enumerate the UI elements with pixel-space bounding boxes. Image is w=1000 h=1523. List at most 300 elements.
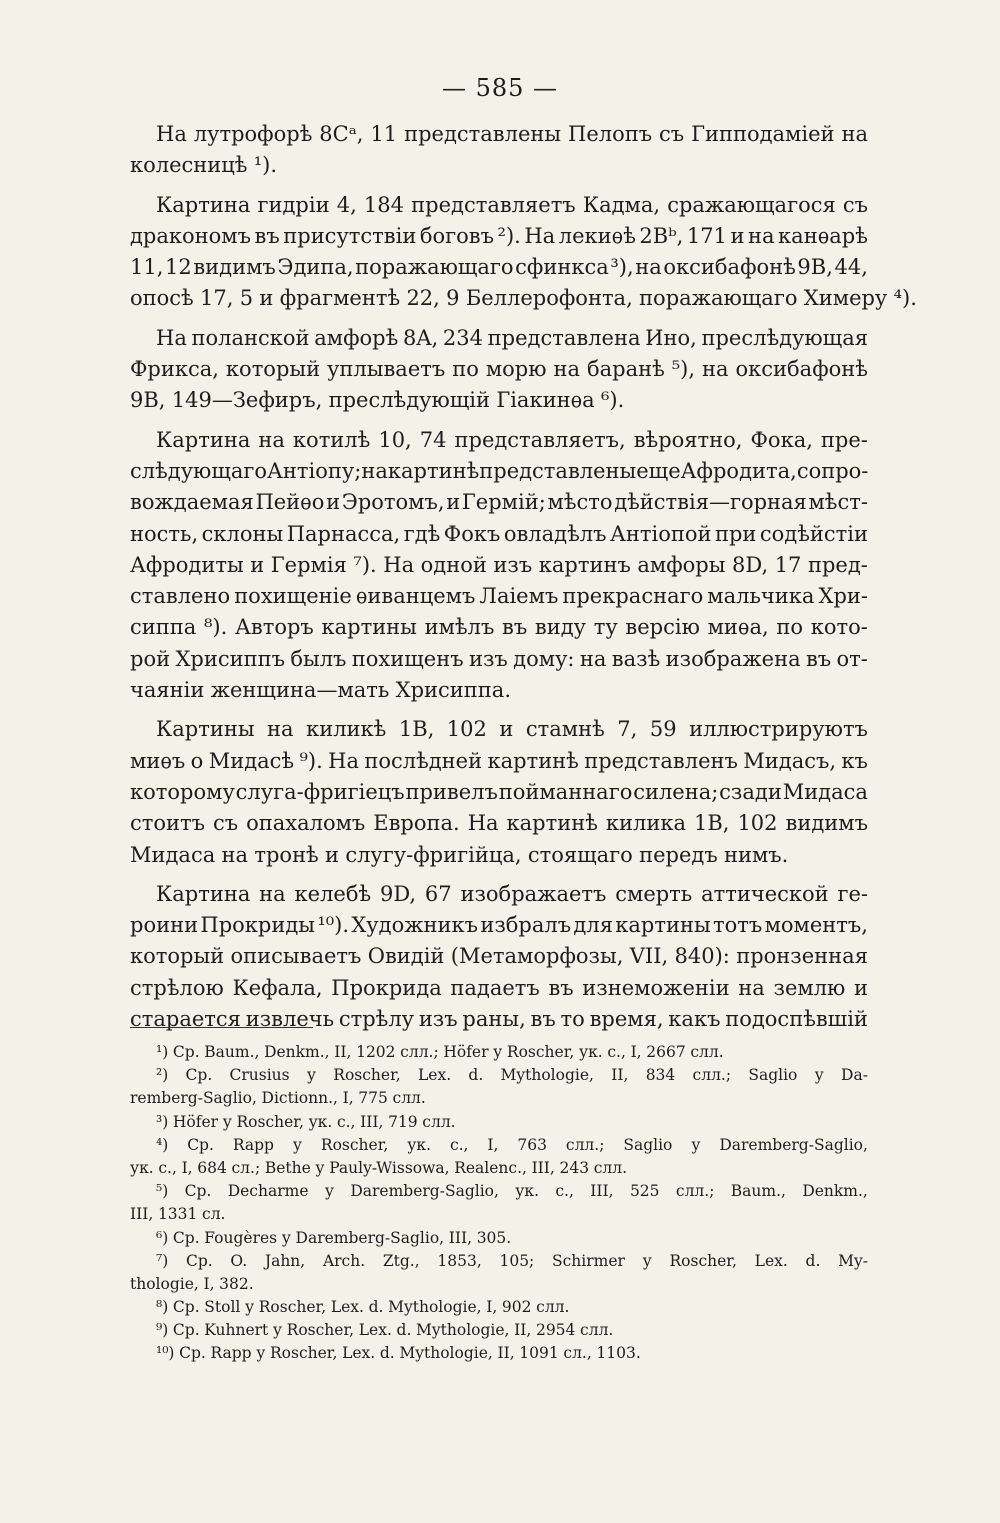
word: ⁶): [156, 1228, 169, 1247]
word: на: [267, 717, 294, 742]
word: Картина: [156, 192, 251, 217]
word: слл.: [422, 1112, 456, 1131]
word: Lex.: [417, 1066, 452, 1085]
word: 684: [197, 1158, 227, 1177]
word: ⁶).: [601, 388, 625, 413]
word: d.: [368, 1298, 384, 1317]
word: на: [258, 427, 285, 452]
word: Фока,: [750, 427, 813, 452]
word: ¹⁰): [156, 1344, 175, 1363]
word: ук.: [130, 1158, 154, 1177]
word: представлены: [404, 122, 562, 146]
word: пойманнаго: [498, 779, 633, 804]
word: Saglio: [748, 1066, 798, 1085]
word: (Метаморфозы,: [450, 944, 624, 969]
word: старается: [130, 1007, 241, 1032]
word: оксибафонѣ: [663, 255, 796, 280]
word: на: [221, 842, 249, 867]
word: Mythologie,: [388, 1298, 482, 1317]
word: чаяніи: [130, 678, 205, 703]
word: Ср.: [187, 1135, 214, 1154]
word: мальчика: [707, 584, 815, 609]
word: мѣсто: [547, 490, 613, 515]
text-line: [130, 749, 868, 780]
word: килика: [605, 811, 686, 836]
word: ук.: [308, 1112, 333, 1131]
word: извлечь: [245, 1007, 335, 1032]
word: на: [738, 975, 765, 1000]
word: 1202: [356, 1043, 396, 1061]
word: ²): [156, 1066, 169, 1085]
word: рой: [130, 646, 171, 671]
word: Беллерофонта,: [465, 286, 633, 311]
word: передъ: [639, 842, 718, 867]
word: 9D,: [379, 881, 417, 906]
word: у: [642, 1251, 652, 1270]
word: Хри-: [818, 584, 868, 609]
word: Ср.: [184, 1182, 212, 1201]
word: сл.;: [231, 1158, 261, 1177]
word: Гермій;: [461, 490, 546, 515]
word: на: [553, 357, 581, 382]
word: remberg-Saglio,: [130, 1089, 257, 1108]
word: стоящаго: [527, 842, 633, 867]
text-line: [130, 843, 868, 874]
word: 171: [686, 223, 727, 248]
word: Прокрида: [331, 975, 442, 1000]
word: Химеру: [803, 286, 888, 311]
word: описываетъ: [230, 944, 362, 969]
word: женщина—мать: [210, 678, 390, 703]
word: Mythologie,: [416, 1321, 510, 1340]
word: пред-: [807, 552, 868, 577]
text-line: [130, 357, 868, 388]
word: 149—Зефиръ,: [171, 388, 323, 413]
word: 12: [165, 255, 192, 280]
text-line: [130, 522, 868, 553]
word: ук.: [579, 1043, 603, 1061]
word: Ср.: [172, 1228, 200, 1247]
word: Картины: [156, 717, 255, 742]
footnote-divider: [130, 1027, 313, 1028]
word: Realenc.,: [454, 1158, 527, 1177]
word: миѳъ: [130, 748, 186, 773]
text-line: [130, 122, 868, 153]
word: у: [222, 1112, 232, 1131]
word: въ: [530, 1007, 556, 1032]
word: 2667: [646, 1043, 686, 1061]
word: ту: [593, 615, 618, 640]
word: у: [245, 1298, 255, 1317]
word: у: [324, 1182, 334, 1201]
word: ¹): [156, 1043, 169, 1061]
text-line: [130, 584, 868, 615]
word: VII,: [629, 944, 669, 969]
word: Хрисиппъ: [175, 646, 285, 671]
text-line: [130, 615, 868, 646]
word: Daremberg-Saglio,: [719, 1135, 868, 1154]
footnote-line: [130, 1113, 868, 1136]
word: для: [573, 913, 613, 938]
word: избралъ: [480, 913, 572, 938]
word: о: [190, 748, 204, 773]
word: 1103.: [596, 1344, 641, 1363]
word: ⁹): [156, 1321, 169, 1340]
word: Гіакинѳа: [496, 388, 595, 413]
word: с.,: [158, 1158, 177, 1177]
word: канѳарѣ: [778, 223, 868, 248]
word: въ: [548, 975, 574, 1000]
word: Roscher,: [506, 1043, 575, 1061]
word: Roscher,: [333, 1066, 401, 1085]
word: На: [156, 122, 187, 146]
word: Dictionn.,: [261, 1089, 338, 1108]
word: На: [383, 552, 415, 577]
word: Roscher,: [320, 1135, 389, 1154]
word: 902: [501, 1298, 532, 1317]
word: у: [292, 1135, 302, 1154]
word: въ: [502, 615, 528, 640]
word: с.,: [336, 1112, 356, 1131]
word: содѣйстіи: [759, 521, 868, 546]
word: по: [776, 615, 804, 640]
footnotes: [130, 1043, 868, 1368]
word: II,: [611, 1066, 629, 1085]
word: 9: [446, 286, 460, 311]
word: My-: [838, 1251, 868, 1270]
word: O.: [230, 1251, 248, 1270]
word: Baum.,: [730, 1182, 786, 1201]
text-line: [130, 326, 868, 357]
word: 74: [419, 427, 447, 452]
word: сопро-: [796, 458, 869, 483]
word: Lex.: [754, 1251, 788, 1270]
footnote-line: [130, 1205, 868, 1228]
word: роини: [130, 913, 199, 938]
word: I,: [487, 1135, 499, 1154]
word: картины: [321, 615, 417, 640]
text-line: [130, 944, 868, 975]
word: 243: [559, 1158, 590, 1177]
word: d.: [468, 1066, 484, 1085]
word: изъ: [468, 646, 508, 671]
word: Афродиты: [130, 552, 244, 577]
word: и: [326, 490, 341, 515]
word: вѣроятно,: [633, 427, 743, 452]
word: ¹).: [253, 153, 278, 178]
word: Эротомъ,: [341, 490, 445, 515]
word: Эдипа,: [277, 255, 354, 280]
word: дому:: [513, 646, 575, 671]
word: на: [635, 255, 662, 280]
word: Baum.,: [204, 1043, 260, 1061]
word: Lex.: [342, 1344, 376, 1363]
word: ⁵): [156, 1182, 169, 1201]
word: лекиѳѣ: [558, 223, 636, 248]
word: Ср.: [172, 1043, 200, 1061]
word: 102: [446, 717, 487, 742]
word: аттической: [701, 881, 829, 906]
word: Картина: [156, 881, 251, 906]
word: Хрисиппа.: [395, 678, 511, 703]
word: гдѣ: [403, 521, 441, 546]
word: Daremberg-Saglio,: [295, 1228, 445, 1247]
word: представляетъ: [411, 192, 576, 217]
word: то: [560, 1007, 585, 1032]
word: и: [730, 223, 745, 248]
text-line: [130, 553, 868, 584]
word: ¹⁰).: [317, 913, 350, 938]
word: thologie,: [130, 1274, 199, 1293]
word: III,: [531, 1158, 555, 1177]
word: 2954: [535, 1321, 576, 1340]
footnote-line: [130, 1275, 868, 1298]
word: Lex.: [358, 1321, 392, 1340]
word: поланской: [191, 325, 310, 350]
word: въ: [254, 223, 280, 248]
word: слл.;: [675, 1182, 715, 1201]
word: у: [493, 1043, 503, 1061]
word: время,: [589, 1007, 664, 1032]
word: Европа.: [373, 811, 460, 836]
word: I,: [486, 1298, 498, 1317]
word: d.: [805, 1251, 821, 1270]
word: на: [747, 223, 775, 248]
word: 44,: [834, 255, 868, 280]
word: Ср.: [172, 1321, 200, 1340]
text-line: [130, 255, 868, 286]
word: 834: [645, 1066, 676, 1085]
word: пре-: [820, 427, 868, 452]
word: ²).: [497, 223, 521, 248]
word: Da-: [841, 1066, 868, 1085]
footnote-line: [130, 1252, 868, 1275]
word: съ: [659, 122, 685, 146]
word: ⁷).: [353, 552, 377, 577]
word: с.,: [449, 1135, 469, 1154]
word: d.: [396, 1321, 412, 1340]
word: картинѣ: [387, 458, 480, 483]
word: изнеможеніи: [582, 975, 730, 1000]
word: у: [814, 1066, 824, 1085]
word: при: [714, 521, 757, 546]
text-line: [130, 678, 868, 709]
word: 1331: [157, 1205, 198, 1224]
word: Daremberg-Saglio,: [350, 1182, 499, 1201]
word: Roscher,: [286, 1321, 355, 1340]
word: ге-: [837, 881, 868, 906]
word: ность,: [130, 521, 199, 546]
word: поражающаго: [355, 255, 514, 280]
word: представлена: [487, 325, 641, 350]
text-line: [130, 286, 917, 317]
word: 5: [239, 286, 254, 311]
word: лутрофорѣ: [193, 122, 313, 146]
word: падаетъ: [450, 975, 540, 1000]
word: съ: [212, 811, 239, 836]
word: слл.: [593, 1158, 628, 1177]
word: ѳиванцемъ: [355, 584, 476, 609]
word: пронзенная: [736, 944, 868, 969]
word: Stoll: [204, 1298, 241, 1317]
word: ⁸): [156, 1298, 169, 1317]
word: 1B,: [693, 811, 730, 836]
word: преслѣдующая: [701, 325, 868, 350]
text-line: [130, 459, 868, 490]
word: поражающаго: [639, 286, 798, 311]
word: и: [854, 975, 868, 1000]
word: 1853,: [437, 1251, 482, 1270]
word: былъ: [290, 646, 347, 671]
word: Афродита,: [680, 458, 797, 483]
word: ⁴).: [893, 286, 917, 311]
word: I,: [342, 1089, 354, 1108]
word: картинѣ: [506, 811, 598, 836]
word: Roscher,: [270, 1344, 338, 1363]
word: изображаетъ: [460, 881, 607, 906]
text-line: [130, 717, 868, 748]
word: На: [524, 223, 556, 248]
word: 11,: [130, 255, 164, 280]
word: Художникъ: [351, 913, 479, 938]
word: На: [328, 748, 359, 773]
word: ук.: [515, 1182, 540, 1201]
word: который: [130, 944, 225, 969]
word: 7,: [617, 717, 638, 742]
word: 8Cᵃ,: [319, 122, 364, 146]
footnote-line: [130, 1159, 868, 1182]
word: Пейѳо: [255, 490, 325, 515]
text-line: [130, 1007, 868, 1038]
word: ³): [156, 1112, 169, 1131]
word: 234: [442, 325, 483, 350]
text-line: [130, 153, 868, 184]
word: у: [281, 1228, 291, 1247]
word: изъ: [493, 552, 533, 577]
word: дѣйствія—горная: [614, 490, 807, 515]
word: Roscher,: [669, 1251, 737, 1270]
word: склоны: [201, 521, 284, 546]
word: слѣдующаго: [130, 458, 268, 483]
word: 4,: [336, 192, 357, 217]
word: представляетъ,: [454, 427, 626, 452]
word: 184: [363, 192, 405, 217]
word: Гермія: [270, 552, 347, 577]
word: вождаемая: [130, 490, 254, 515]
word: II,: [514, 1321, 532, 1340]
word: Мидасѣ: [208, 748, 295, 773]
footnote-line: [130, 1298, 868, 1321]
word: послѣдней: [364, 748, 483, 773]
word: версію: [625, 615, 700, 640]
word: Антіопу;: [267, 458, 362, 483]
word: Кефала,: [232, 975, 323, 1000]
word: Mythologie,: [500, 1066, 594, 1085]
word: Гипподаміей: [691, 122, 835, 146]
text-line: [130, 811, 868, 842]
word: преслѣдующій: [328, 388, 491, 413]
word: миѳа,: [707, 615, 769, 640]
word: опахаломъ: [246, 811, 366, 836]
word: 305.: [476, 1228, 512, 1247]
word: 102: [737, 811, 778, 836]
word: вазѣ: [611, 646, 661, 671]
footnote-line: [130, 1136, 868, 1159]
word: 8D,: [732, 552, 769, 577]
word: Höfer: [443, 1043, 489, 1061]
word: баранѣ: [586, 357, 665, 382]
word: стрѣлою: [130, 975, 224, 1000]
word: слуга-фригіецъ: [235, 779, 405, 804]
word: Антіопой: [609, 521, 712, 546]
text-line: [130, 913, 868, 944]
word: колесницѣ: [130, 153, 248, 178]
word: Bethe: [264, 1158, 311, 1177]
text-line: [130, 647, 868, 678]
word: раны,: [462, 1007, 526, 1032]
word: Лаіемъ: [479, 584, 559, 609]
word: 9B,: [797, 255, 833, 280]
word: киликѣ: [306, 717, 387, 742]
word: Decharme: [227, 1182, 309, 1201]
word: 775: [358, 1089, 388, 1108]
word: 59: [649, 717, 677, 742]
word: похищенъ: [351, 646, 464, 671]
word: опосѣ: [130, 286, 194, 311]
word: 8A,: [402, 325, 439, 350]
body-text: [130, 122, 917, 1038]
word: Roscher,: [258, 1298, 327, 1317]
word: представленъ: [584, 748, 738, 773]
word: слл.;: [565, 1135, 605, 1154]
word: 525: [629, 1182, 660, 1201]
word: Мидасъ,: [743, 748, 837, 773]
word: амфорѣ: [314, 325, 399, 350]
word: II,: [497, 1344, 515, 1363]
word: иллюстрируютъ: [689, 717, 868, 742]
word: сл.,: [563, 1344, 592, 1363]
word: Пелопъ: [568, 122, 653, 146]
word: слл.: [392, 1089, 426, 1108]
text-line: [130, 882, 868, 913]
word: d.: [379, 1344, 395, 1363]
word: ⁸).: [203, 615, 228, 640]
word: келебѣ: [294, 881, 372, 906]
word: Lex.: [330, 1298, 364, 1317]
word: Schirmer: [552, 1251, 625, 1270]
word: Парнасса,: [286, 521, 401, 546]
word: морю: [485, 357, 547, 382]
word: Jahn,: [264, 1251, 306, 1270]
word: ⁵),: [671, 357, 696, 382]
word: III,: [590, 1182, 614, 1201]
word: присутствіи: [283, 223, 417, 248]
word: На: [467, 811, 499, 836]
word: фрагментѣ: [279, 286, 401, 311]
word: Denkm.,: [264, 1043, 330, 1061]
word: мѣст-: [808, 490, 868, 515]
word: Ср.: [172, 1298, 200, 1317]
word: моментъ,: [764, 913, 868, 938]
word: на: [841, 122, 868, 146]
word: 9B,: [130, 388, 166, 413]
word: гидріи: [257, 192, 330, 217]
word: 1B,: [398, 717, 435, 742]
word: слл.: [690, 1043, 724, 1061]
text-line: [130, 224, 868, 255]
word: слл.: [536, 1298, 570, 1317]
word: сиппа: [130, 615, 197, 640]
